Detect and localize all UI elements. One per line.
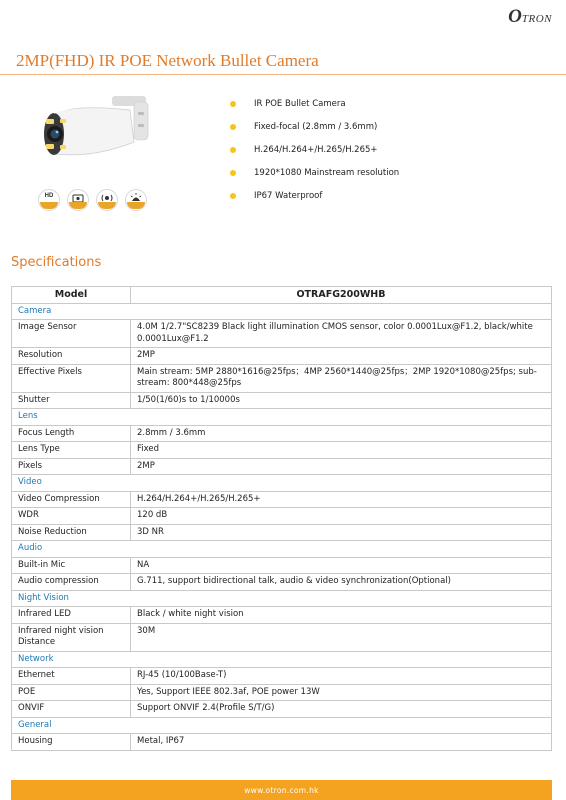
feature-item	[230, 92, 399, 115]
spec-key: Ethernet	[12, 668, 131, 685]
spec-key: ONVIF	[12, 701, 131, 718]
footer-bar	[11, 780, 552, 800]
spec-value: 30M	[131, 623, 552, 651]
specifications-table	[11, 286, 552, 751]
hd-badge-text: HD	[44, 193, 54, 199]
bullet-camera-image	[34, 92, 162, 172]
title-divider	[0, 74, 566, 75]
spec-key: Lens Type	[12, 442, 131, 459]
table-row	[12, 392, 552, 409]
header-model-value: OTRAFG200WHB	[131, 287, 552, 304]
table-row	[12, 425, 552, 442]
spec-key: POE	[12, 684, 131, 701]
spec-value: 2.8mm / 3.6mm	[131, 425, 552, 442]
table-row	[12, 320, 552, 348]
feature-item	[230, 161, 399, 184]
light-badge-icon	[125, 189, 147, 211]
feature-item	[230, 184, 399, 207]
section-label: Video	[12, 475, 552, 492]
spec-key: Pixels	[12, 458, 131, 475]
section-row	[12, 651, 552, 668]
feature-item	[230, 115, 399, 138]
header-model-label: Model	[12, 287, 131, 304]
spec-key: Image Sensor	[12, 320, 131, 348]
spec-value: H.264/H.264+/H.265/H.265+	[131, 491, 552, 508]
feature-text: IR POE Bullet Camera	[254, 98, 346, 109]
table-row	[12, 684, 552, 701]
table-row	[12, 668, 552, 685]
spec-value: 4.0M 1/2.7"SC8239 Black light illumination CMOS sensor, color 0.0001Lux@F1.2, black/white 0.0001Lux@F1.2	[131, 320, 552, 348]
brand-logo	[508, 6, 552, 28]
ir-badge-icon	[67, 189, 89, 211]
bullet-icon	[230, 147, 236, 153]
spec-value: Black / white night vision	[131, 607, 552, 624]
bullet-icon	[230, 193, 236, 199]
spec-key: Video Compression	[12, 491, 131, 508]
specifications-heading: Specifications	[11, 255, 102, 270]
page-title: 2MP(FHD) IR POE Network Bullet Camera	[16, 51, 319, 70]
table-row	[12, 701, 552, 718]
section-row	[12, 717, 552, 734]
spec-value: Yes, Support IEEE 802.3af, POE power 13W	[131, 684, 552, 701]
spec-key: Noise Reduction	[12, 524, 131, 541]
spec-value: 2MP	[131, 458, 552, 475]
table-row	[12, 442, 552, 459]
feature-text: H.264/H.264+/H.265/H.265+	[254, 144, 378, 155]
section-row	[12, 409, 552, 426]
spec-value: Metal, IP67	[131, 734, 552, 751]
logo-text: TRON	[521, 13, 552, 25]
section-row	[12, 303, 552, 320]
spec-key: Audio compression	[12, 574, 131, 591]
table-row	[12, 348, 552, 365]
table-row	[12, 458, 552, 475]
spec-key: Resolution	[12, 348, 131, 365]
footer-website: www.otron.com.hk	[244, 785, 319, 795]
audio-badge-icon	[96, 189, 118, 211]
spec-value: 1/50(1/60)s to 1/10000s	[131, 392, 552, 409]
bullet-icon	[230, 170, 236, 176]
section-label: Camera	[12, 303, 552, 320]
specifications-body	[12, 303, 552, 750]
spec-key: Shutter	[12, 392, 131, 409]
feature-text: 1920*1080 Mainstream resolution	[254, 167, 400, 178]
feature-text: Fixed-focal (2.8mm / 3.6mm)	[254, 121, 378, 132]
feature-text: IP67 Waterproof	[254, 190, 323, 201]
section-label: Network	[12, 651, 552, 668]
table-row	[12, 508, 552, 525]
table-header-row	[12, 287, 552, 304]
feature-list	[230, 92, 399, 207]
spec-key: Focus Length	[12, 425, 131, 442]
spec-value: RJ-45 (10/100Base-T)	[131, 668, 552, 685]
table-row	[12, 623, 552, 651]
spec-key: Housing	[12, 734, 131, 751]
section-label: Audio	[12, 541, 552, 558]
spec-value: Support ONVIF 2.4(Profile S/T/G)	[131, 701, 552, 718]
logo-initial: O	[508, 6, 522, 27]
spec-key: Infrared LED	[12, 607, 131, 624]
section-label: Night Vision	[12, 590, 552, 607]
spec-key: Built-in Mic	[12, 557, 131, 574]
table-row	[12, 524, 552, 541]
spec-value: Fixed	[131, 442, 552, 459]
spec-value: G.711, support bidirectional talk, audio & video synchronization(Optional)	[131, 574, 552, 591]
bullet-icon	[230, 101, 236, 107]
feature-badges	[38, 189, 147, 211]
table-row	[12, 557, 552, 574]
spec-key: Effective Pixels	[12, 364, 131, 392]
spec-value: Main stream: 5MP 2880*1616@25fps；4MP 2560*1440@25fps；2MP 1920*1080@25fps; sub-stream: 800*448@25fps	[131, 364, 552, 392]
table-row	[12, 607, 552, 624]
section-label: Lens	[12, 409, 552, 426]
table-row	[12, 574, 552, 591]
spec-key: WDR	[12, 508, 131, 525]
table-row	[12, 364, 552, 392]
spec-key: Infrared night vision Distance	[12, 623, 131, 651]
spec-value: 3D NR	[131, 524, 552, 541]
section-row	[12, 475, 552, 492]
spec-value: 120 dB	[131, 508, 552, 525]
feature-item	[230, 138, 399, 161]
spec-value: 2MP	[131, 348, 552, 365]
section-row	[12, 541, 552, 558]
table-row	[12, 734, 552, 751]
bullet-icon	[230, 124, 236, 130]
hd-badge-icon	[38, 189, 60, 211]
section-row	[12, 590, 552, 607]
section-label: General	[12, 717, 552, 734]
table-row	[12, 491, 552, 508]
spec-value: NA	[131, 557, 552, 574]
